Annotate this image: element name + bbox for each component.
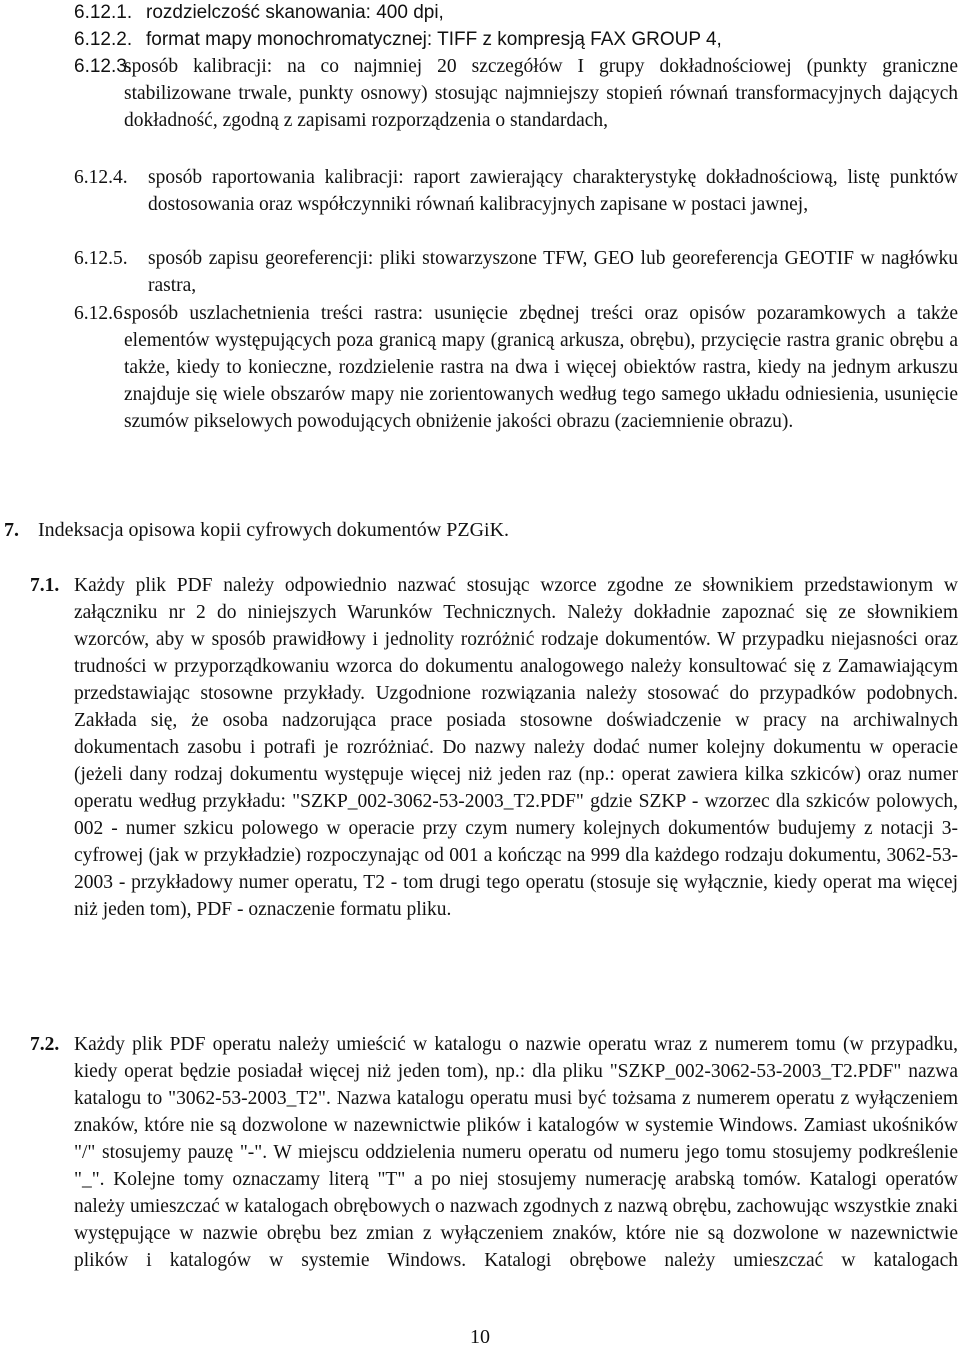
list-item — [74, 0, 960, 26]
item-number: 6.12.4. — [74, 167, 128, 188]
subsection-number: 7.2. — [30, 1034, 60, 1055]
subsection — [30, 572, 958, 1032]
item-text: sposób raportowania kalibracji: raport zawierający charakterystykę dokładnościową, listę punktów dostosowania oraz współczynniki równań kalibracyjnych zapisane w postaci jawnej, — [148, 167, 958, 215]
item-number: 6.12.2. — [74, 29, 133, 50]
list-item — [74, 26, 960, 53]
item-text: sposób zapisu georeferencji: pliki stowarzyszone TFW, GEO lub georeferencja GEOTIF w nagłówku rastra, — [148, 248, 958, 296]
list-item — [74, 53, 958, 165]
list-item — [74, 164, 958, 246]
list-item — [74, 300, 958, 492]
item-text: rozdzielczość skanowania: 400 dpi, — [146, 2, 444, 23]
section-number: 7. — [4, 519, 19, 541]
item-text: sposób kalibracji: na co najmniej 20 szczegółów I grupy dokładnościowej (punkty graniczne stabilizowane trwale, punkty osnowy) stosując najmniejszy stopień równań transformacyjnych dających dokładność, zgodną z zapisami rozporządzenia o standardach, — [124, 56, 958, 131]
page-number: 10 — [470, 1326, 490, 1348]
item-number: 6.12.3. — [74, 56, 133, 77]
item-number: 6.12.5. — [74, 248, 128, 269]
item-text: format mapy monochromatycznej: TIFF z kompresją FAX GROUP 4, — [146, 29, 722, 50]
subsection-number: 7.1. — [30, 575, 60, 596]
subsection-text: Każdy plik PDF operatu należy umieścić w katalogu o nazwie operatu wraz z numerem tomu (w przypadku, kiedy operat będzie posiadał więcej niż jeden tom), np.: dla pliku "SZKP_002-3062-53-2003_T2.PDF" nazwa katalogu to "3062-53-2003_T2". Nazwa katalogu operatu musi być tożsama z numerem operatu z wyłączeniem znaków, które nie są dozwolone w nazewnictwie plików i katalogów w systemie Windows. Zamiast ukośników "/" stosujemy pauzę "-". W miejscu oddzielenia numeru operatu od numeru jego tomu stosujemy podkreślenie "_". Kolejne tomy oznaczamy literą "T" a po niej stosujemy numerację arabską tomów. Katalogi operatów należy umieszczać w katalogach obrębowych o nazwach zgodnych z nazwą obrębu, zachowując wszystkie znaki występujące w nazwie obrębu bez zmian z wyłączeniem znaków, które nie są dozwolone w nazewnictwie plików i katalogów w systemie Windows. Katalogi obrębowe należy umieszczać w katalogach — [74, 1034, 958, 1271]
section-heading — [4, 517, 509, 544]
item-text: sposób uszlachetnienia treści rastra: usunięcie zbędnej treści oraz opisów pozaramkowych a także elementów występujących poza granicą mapy (granicą arkusza, obrębu), przycięcie rastra granic obrębu a także, kiedy to konieczne, rozdzielenie rastra na dwa i więcej obiektów rastra, kiedy na jednym arkuszu znajduje się wiele obszarów mapy nie zorientowanych według tego samego układu odniesienia, usunięcie szumów pikselowych powodujących obniżenie jakości obrazu (zaciemnienie obrazu). — [124, 303, 958, 432]
list-item — [74, 245, 958, 301]
item-number: 6.12.6. — [74, 303, 128, 324]
subsection-text: Każdy plik PDF należy odpowiednio nazwać stosując wzorce zgodne ze słownikiem przedstawionym w załączniku nr 2 do niniejszych Warunków Technicznych. Należy dokładnie zapoznać się ze słownikiem wzorców, aby w sposób prawidłowy i jednolity rozróżnić rodzaje dokumentów. W przypadku niejasności oraz trudności w przyporządkowaniu wzorca do dokumentu analogowego należy konsultować się z Zamawiającym przedstawiając stosowne przykłady. Uzgodnione rozwiązania należy stosować do przypadków podobnych. Zakłada się, że osoba nadzorująca prace posiada stosowne doświadczenie w pracy na archiwalnych dokumentach zasobu i potrafi je rozróżniać. Do nazwy należy dodać numer kolejny dokumentu w operacie (jeżeli dany rodzaj dokumentu występuje więcej niż jeden raz (np.: operat zawiera kilka szkiców) oraz numer operatu według przykładu: "SZKP_002-3062-53-2003_T2.PDF" gdzie SZKP - wzorzec dla szkiców polowych, 002 - numer szkicu polowego w operacie przy czym numery kolejnych dokumentów budujemy z notacji 3-cyfrowej (jak w przykładzie) rozpoczynając od 001 a kończąc na 999 dla każdego rodzaju dokumentu, 3062-53-2003 - przykładowy numer operatu, T2 - tom drugi tego operatu (stosuje się wyłącznie, kiedy operat ma więcej niż jeden tom), PDF - oznaczenie formatu pliku. — [74, 575, 958, 920]
item-number: 6.12.1. — [74, 2, 133, 23]
subsection — [30, 1031, 958, 1313]
section-title: Indeksacja opisowa kopii cyfrowych dokumentów PZGiK. — [38, 519, 510, 541]
